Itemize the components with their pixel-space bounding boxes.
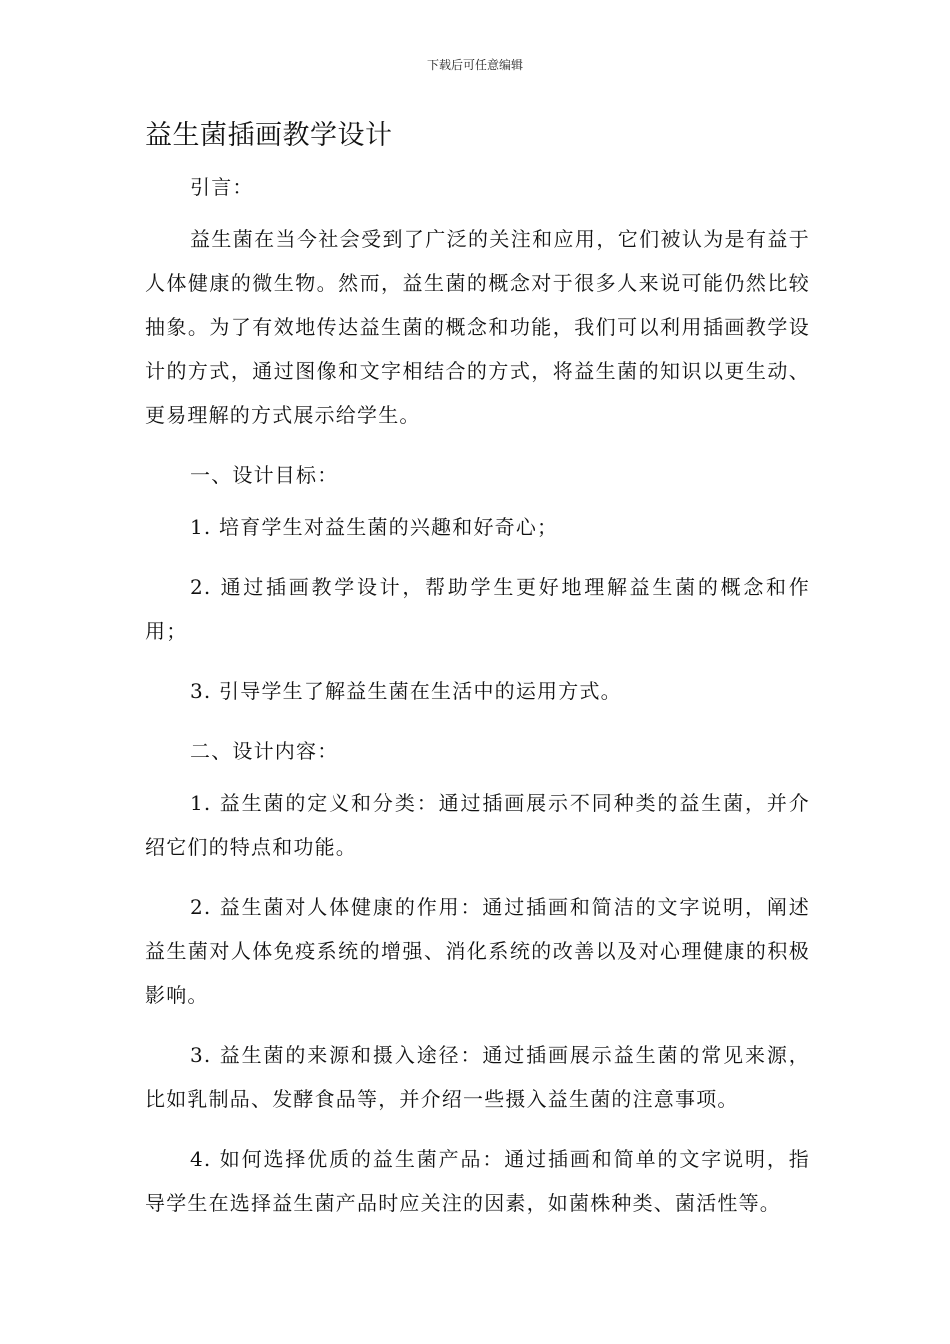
- list-item-content-3: 3. 益生菌的来源和摄入途径：通过插画展示益生菌的常见来源，比如乳制品、发酵食品等，并介绍一些摄入益生菌的注意事项。: [145, 1043, 810, 1111]
- list-item-goal-3: 3. 引导学生了解益生菌在生活中的运用方式。: [190, 679, 622, 703]
- list-item-goal-1: 1. 培育学生对益生菌的兴趣和好奇心；: [190, 515, 559, 539]
- section-heading-goals: 一、设计目标：: [190, 463, 339, 487]
- paragraph-intro-text: 益生菌在当今社会受到了广泛的关注和应用，它们被认为是有益于人体健康的微生物。然而，益生菌的概念对于很多人来说可能仍然比较抽象。为了有效地传达益生菌的概念和功能，我们可以利用插画教学设计的方式，通过图像和文字相结合的方式，将益生菌的知识以更生动、更易理解的方式展示给学生。: [145, 227, 810, 427]
- document-body: [145, 165, 810, 1241]
- document-title: 益生菌插画教学设计: [145, 120, 393, 151]
- section-heading-content: 二、设计内容：: [190, 739, 339, 763]
- list-item-content-4: 4. 如何选择优质的益生菌产品：通过插画和简单的文字说明，指导学生在选择益生菌产品时应关注的因素，如菌株种类、菌活性等。: [145, 1147, 810, 1215]
- list-item-content-2: 2. 益生菌对人体健康的作用：通过插画和简洁的文字说明，阐述益生菌对人体免疫系统的增强、消化系统的改善以及对心理健康的积极影响。: [145, 895, 810, 1007]
- list-item-goal-2: 2. 通过插画教学设计，帮助学生更好地理解益生菌的概念和作用；: [145, 575, 810, 643]
- list-item-content-1: 1. 益生菌的定义和分类：通过插画展示不同种类的益生菌，并介绍它们的特点和功能。: [145, 791, 810, 859]
- paragraph-intro-heading: 引言：: [190, 175, 254, 199]
- page-header-note: 下载后可任意编辑: [426, 58, 523, 72]
